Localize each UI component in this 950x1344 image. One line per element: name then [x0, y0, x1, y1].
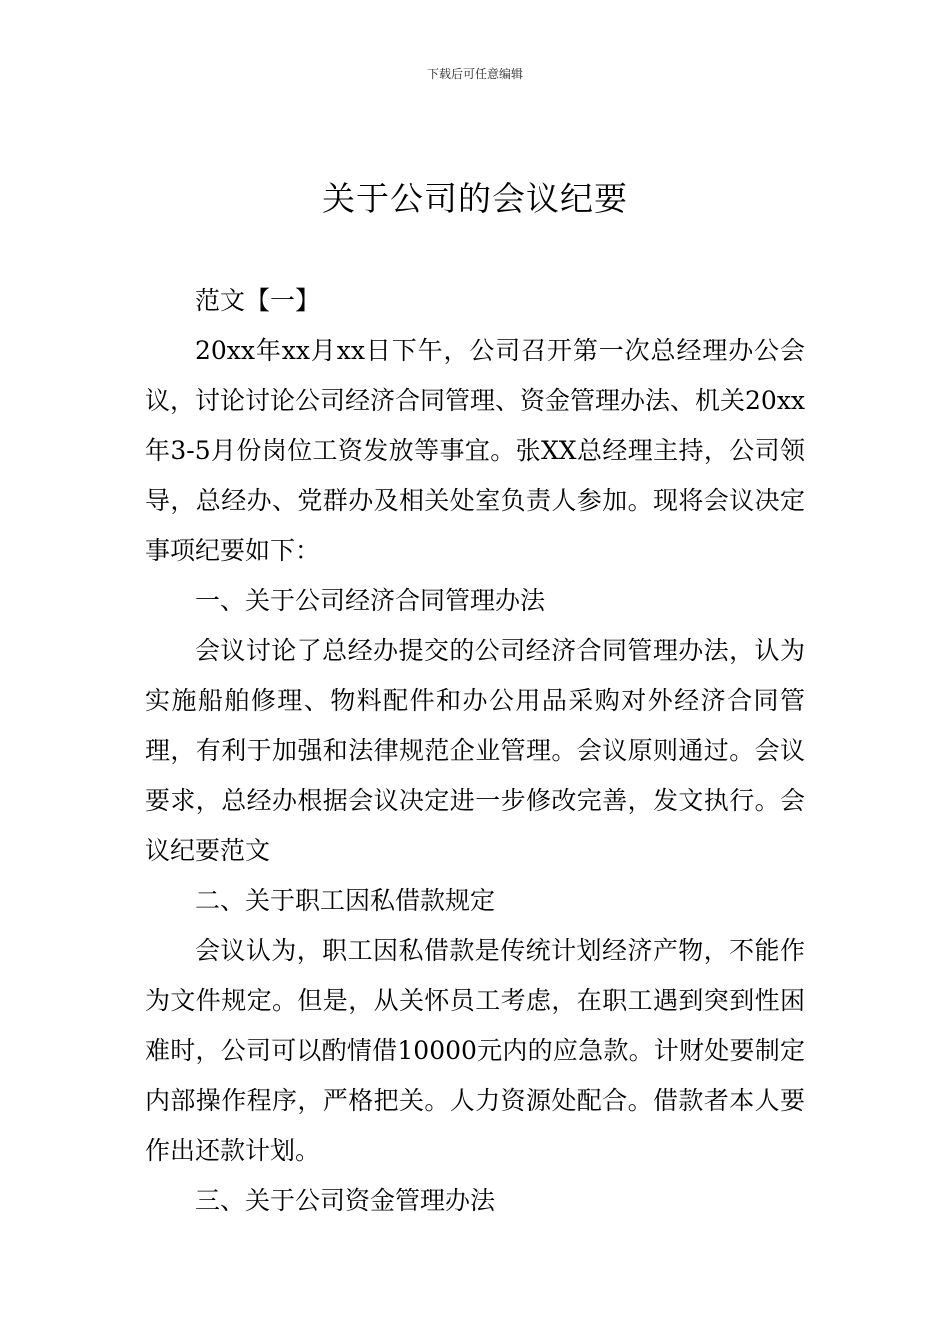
section-heading-sample-one: 范文【一】	[195, 286, 321, 315]
section-heading-contract-management: 一、关于公司经济合同管理办法	[195, 586, 546, 615]
paragraph-contract-management: 会议讨论了总经办提交的公司经济合同管理办法，认为实施船舶修理、物料配件和办公用品采购对外经济合同管理，有利于加强和法律规范企业管理。会议原则通过。会议要求，总经办根据会议决定进一步修改完善，发文执行。会议纪要范文	[145, 636, 805, 865]
document-title: 关于公司的会议纪要	[322, 179, 628, 218]
page-header: 下载后可任意编辑	[426, 67, 523, 81]
section-heading-staff-loans: 二、关于职工因私借款规定	[195, 886, 496, 915]
paragraph-meeting-intro: 20xx年xx月xx日下午，公司召开第一次总经理办公会议，讨论讨论公司经济合同管理、资金管理办法、机关20xx年3-5月份岗位工资发放等事宜。张XX总经理主持，公司领导，总经办、党群办及相关处室负责人参加。现将会议决定事项纪要如下：	[145, 336, 806, 565]
section-heading-fund-management: 三、关于公司资金管理办法	[195, 1186, 496, 1215]
paragraph-staff-loans: 会议认为，职工因私借款是传统计划经济产物，不能作为文件规定。但是，从关怀员工考虑，在职工遇到突到性困难时，公司可以酌情借10000元内的应急款。计财处要制定内部操作程序，严格把关。人力资源处配合。借款者本人要作出还款计划。	[145, 936, 805, 1165]
document-body	[145, 276, 805, 1226]
